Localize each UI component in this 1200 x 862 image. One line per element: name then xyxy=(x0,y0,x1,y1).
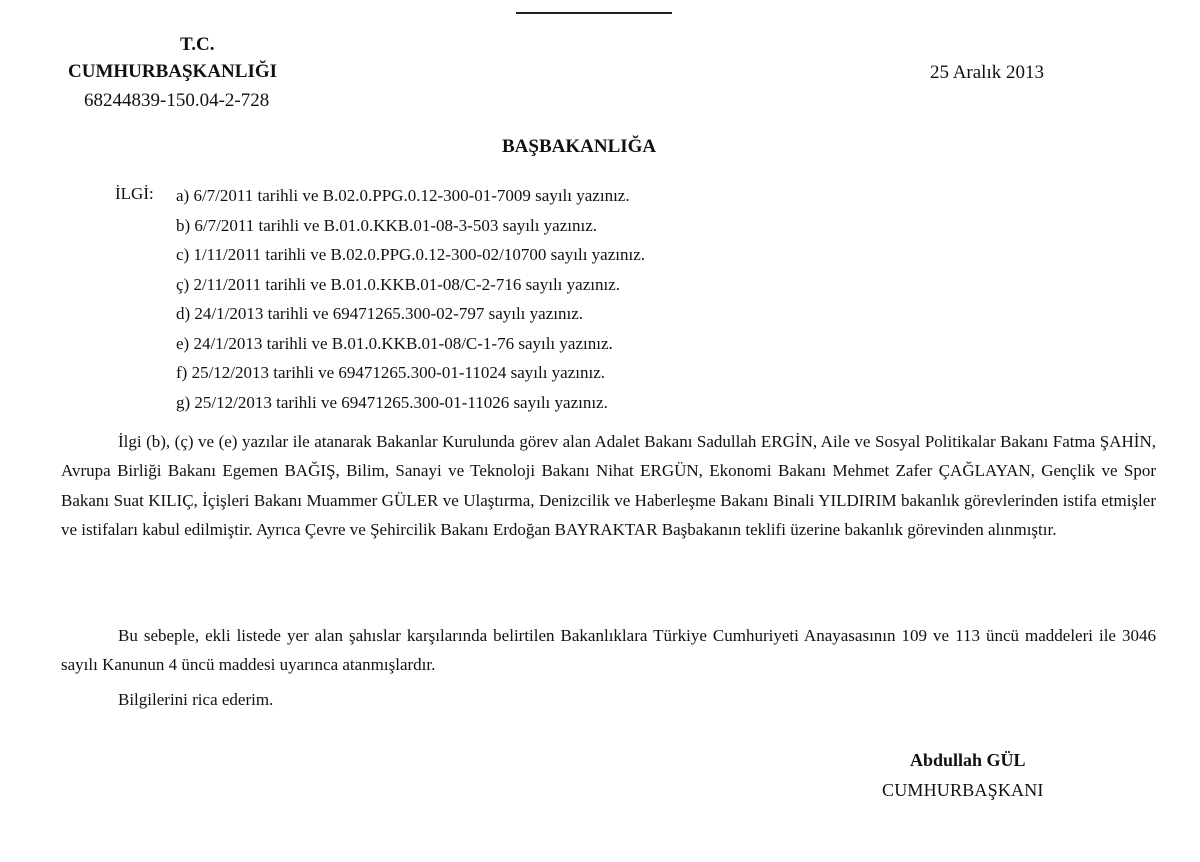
reference-item: g) 25/12/2013 tarihli ve 69471265.300-01-11026 sayılı yazınız. xyxy=(176,392,608,412)
reference-item: d) 24/1/2013 tarihli ve 69471265.300-02-797 sayılı yazınız. xyxy=(176,304,583,323)
signatory-name: Abdullah GÜL xyxy=(910,750,1026,770)
body-paragraph-resignations: İlgi (b), (ç) ve (e) yazılar ile atanarak Bakanlar Kurulunda görev alan Adalet Bakanı Sadullah ERGİN, Aile ve Sosyal Politikalar Bakanı Fatma ŞAHİN, Avrupa Birliği Bakanı Egemen BAĞIŞ, Bilim, Sanayi ve Teknoloji Bakanı Nihat ERGÜN, Ekonomi Bakanı Mehmet Zafer ÇAĞLAYAN, Gençlik ve Spor Bakanı Suat KILIÇ, İçişleri Bakanı Muammer GÜLER ve Ulaştırma, Denizcilik ve Haberleşme Bakanı Binali YILDIRIM bakanlık görevlerinden istifa etmişler ve istifaları kabul edilmiştir. Ayrıca Çevre ve Şehircilik Bakanı Erdoğan BAYRAKTAR Başbakanın teklifi üzerine bakanlık görevinden alınmıştır. xyxy=(61,432,1156,539)
reference-number: 68244839-150.04-2-728 xyxy=(84,90,270,111)
reference-item: c) 1/11/2011 tarihli ve B.02.0.PPG.0.12-300-02/10700 sayılı yazınız. xyxy=(176,245,646,264)
reference-item: e) 24/1/2013 tarihli ve B.01.0.KKB.01-08/C-1-76 sayılı yazınız. xyxy=(176,333,613,353)
references-list xyxy=(176,181,645,417)
reference-item: ç) 2/11/2011 tarihli ve B.01.0.KKB.01-08/C-2-716 sayılı yazınız. xyxy=(176,274,620,294)
document-date: 25 Aralık 2013 xyxy=(930,62,1044,83)
header-institution: CUMHURBAŞKANLIĞI xyxy=(68,61,278,82)
addressee: BAŞBAKANLIĞA xyxy=(502,136,657,157)
reference-item: a) 6/7/2011 tarihli ve B.02.0.PPG.0.12-300-01-7009 sayılı yazınız. xyxy=(176,186,630,205)
signatory-title: CUMHURBAŞKANI xyxy=(882,780,1044,800)
closing-line: Bilgilerini rica ederim. xyxy=(118,690,274,709)
references-label: İLGİ: xyxy=(115,184,154,203)
top-divider xyxy=(516,12,672,14)
body-paragraph-appointments: Bu sebeple, ekli listede yer alan şahıslar karşılarında belirtilen Bakanlıklara Türkiye Cumhuriyeti Anayasasının 109 ve 113 üncü maddeleri ile 3046 sayılı Kanunun 4 üncü maddesi uyarınca atanmışlardır. xyxy=(61,626,1156,675)
header-tc: T.C. xyxy=(180,34,215,55)
reference-item: f) 25/12/2013 tarihli ve 69471265.300-01-11024 sayılı yazınız. xyxy=(176,363,606,382)
reference-item: b) 6/7/2011 tarihli ve B.01.0.KKB.01-08-3-503 sayılı yazınız. xyxy=(176,215,597,235)
